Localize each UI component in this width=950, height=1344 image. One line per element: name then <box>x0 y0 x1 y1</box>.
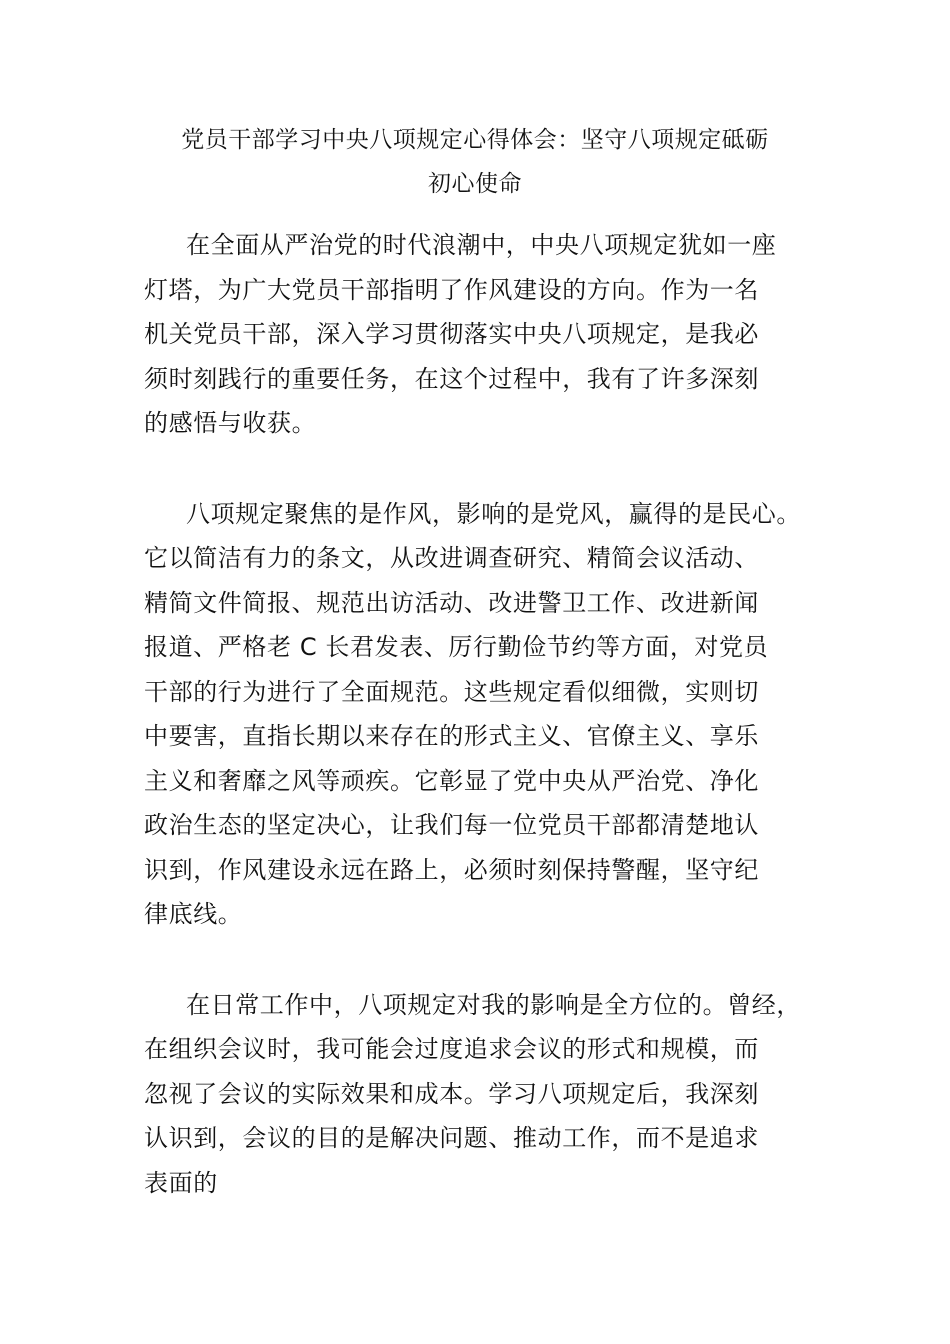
paragraph-3-line-2: 在组织会议时，我可能会过度追求会议的形式和规模，而 <box>144 1035 759 1063</box>
paragraph-2-line-2: 它以简洁有力的条文，从改进调查研究、精简会议活动、 <box>144 544 759 572</box>
paragraph-3-line-5: 表面的 <box>144 1169 218 1197</box>
paragraph-3-line-4: 认识到，会议的目的是解决问题、推动工作，而不是追求 <box>144 1124 759 1152</box>
paragraph-2-line-10: 律底线。 <box>144 900 243 928</box>
paragraph-2-line-5: 干部的行为进行了全面规范。这些规定看似细微，实则切 <box>144 678 759 706</box>
paragraph-1-line-2: 灯塔，为广大党员干部指明了作风建设的方向。作为一名 <box>144 276 759 304</box>
paragraph-1-line-5: 的感悟与收获。 <box>144 409 317 437</box>
paragraph-1-line-1: 在全面从严治党的时代浪潮中，中央八项规定犹如一座 <box>186 231 777 259</box>
paragraph-1-line-4: 须时刻践行的重要任务，在这个过程中，我有了许多深刻 <box>144 365 759 393</box>
paragraph-2-line-9: 识到，作风建设永远在路上，必须时刻保持警醒，坚守纪 <box>144 856 759 884</box>
paragraph-1-line-3: 机关党员干部，深入学习贯彻落实中央八项规定，是我必 <box>144 320 759 348</box>
paragraph-3-line-3: 忽视了会议的实际效果和成本。学习八项规定后，我深刻 <box>144 1080 759 1108</box>
document-title-line-1: 党员干部学习中央八项规定心得体会：坚守八项规定砥砺 <box>181 127 769 153</box>
paragraph-2-line-8: 政治生态的坚定决心，让我们每一位党员干部都清楚地认 <box>144 811 759 839</box>
document-title-line-2: 初心使命 <box>428 171 522 197</box>
paragraph-2-line-7: 主义和奢靡之风等顽疾。它彰显了党中央从严治党、净化 <box>144 767 759 795</box>
paragraph-2-line-4: 报道、严格老 C 长君发表、厉行勤俭节约等方面，对党员 <box>144 633 769 661</box>
paragraph-3-line-1: 在日常工作中，八项规定对我的影响是全方位的。曾经， <box>186 991 801 1019</box>
paragraph-2-line-3: 精简文件简报、规范出访活动、改进警卫工作、改进新闻 <box>144 589 759 617</box>
paragraph-2-line-1: 八项规定聚焦的是作风，影响的是党风，赢得的是民心。 <box>186 500 801 528</box>
paragraph-2-line-6: 中要害，直指长期以来存在的形式主义、官僚主义、享乐 <box>144 722 759 750</box>
